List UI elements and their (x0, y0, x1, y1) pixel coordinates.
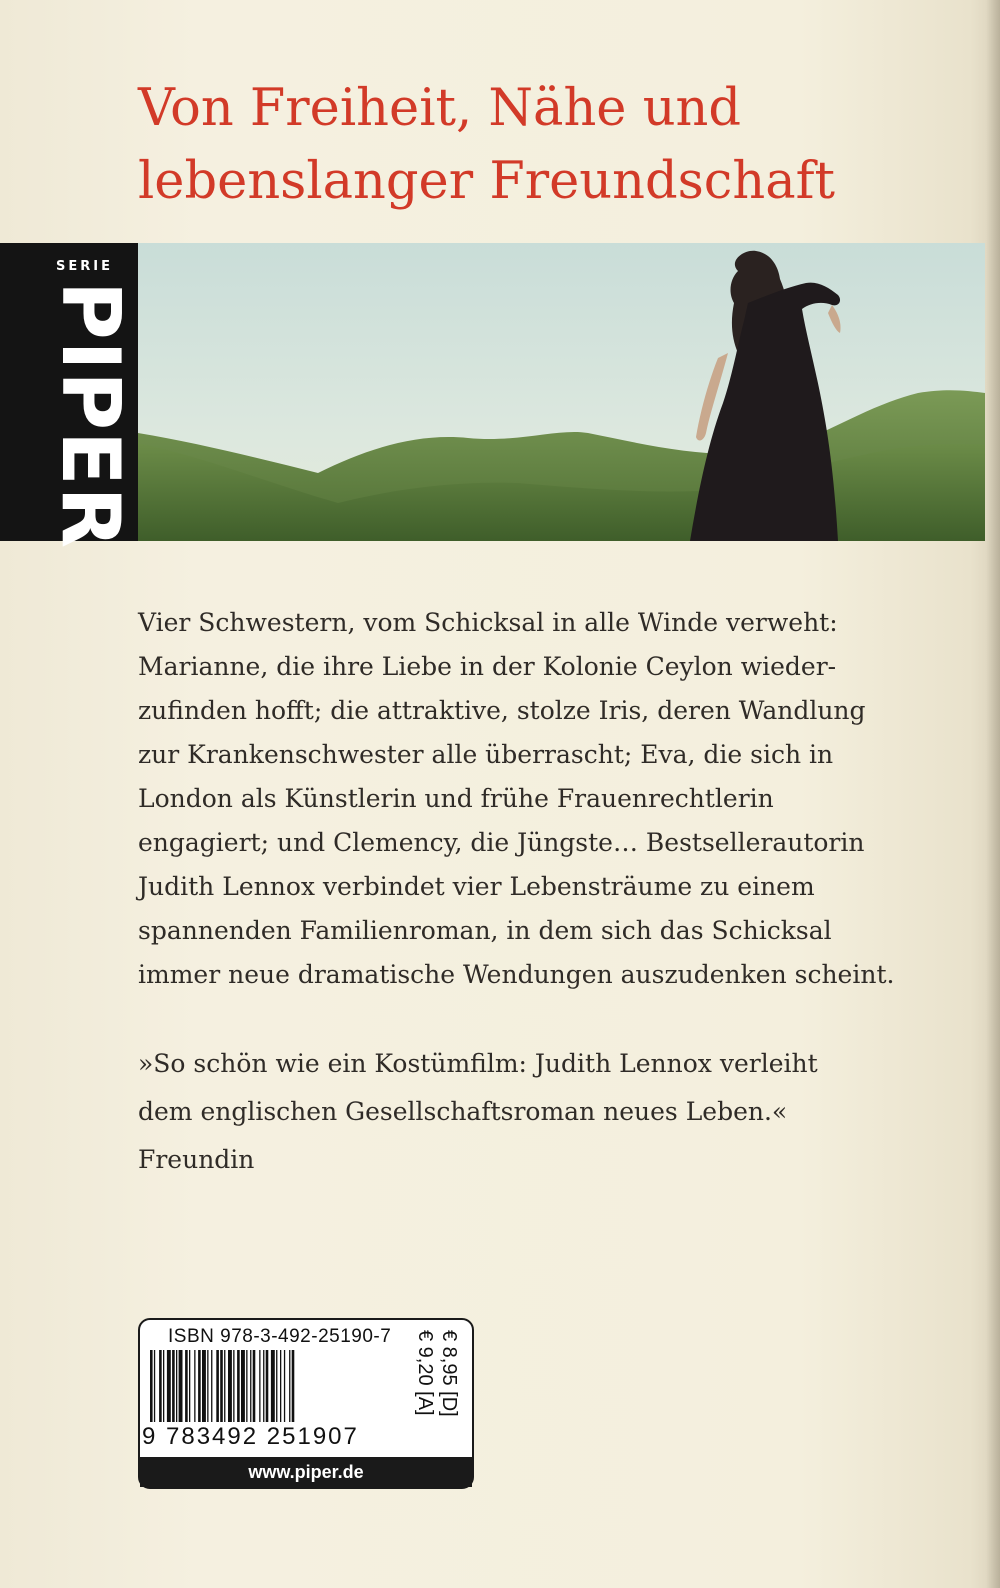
quote-source: Freundin (138, 1145, 255, 1174)
piper-logo (44, 281, 137, 550)
barcode-bar (253, 1350, 256, 1422)
barcode-bar (202, 1350, 206, 1422)
barcode-bar (185, 1350, 188, 1422)
headline (138, 72, 938, 218)
barcode-bar (266, 1350, 269, 1422)
barcode-bar (292, 1350, 295, 1422)
piper-logo-text: PIPER (44, 281, 137, 550)
barcode-bar (211, 1350, 212, 1422)
barcode-bar (241, 1350, 245, 1422)
barcode-bar (228, 1350, 232, 1422)
barcode-bar (216, 1350, 219, 1422)
headline-line-1: Von Freiheit, Nähe und (138, 79, 742, 138)
barcode-bar (276, 1350, 277, 1422)
barcode-bar (220, 1350, 223, 1422)
barcode-bar (263, 1350, 264, 1422)
barcode-bar (233, 1350, 234, 1422)
blurb-line: immer neue dramatische Wendungen auszudenken scheint. (138, 960, 895, 989)
barcode-bar (280, 1350, 281, 1422)
price-germany: € 8,95 [D] (438, 1330, 460, 1417)
barcode-bar (224, 1350, 225, 1422)
isbn-label: ISBN 978-3-492-25190-7 (168, 1326, 392, 1347)
photo-band (0, 243, 985, 550)
quote-line-1: »So schön wie ein Kostümfilm: Judith Lennox verleiht (138, 1049, 818, 1078)
barcode-digits: 9 783492 251907 (142, 1423, 359, 1450)
blurb-line: Marianne, die ihre Liebe in der Kolonie Ceylon wieder- (138, 652, 837, 681)
barcode-bar (207, 1350, 208, 1422)
publisher-url: www.piper.de (140, 1457, 472, 1487)
spine-shadow (986, 0, 1000, 1588)
barcode-bar (150, 1350, 153, 1422)
blurb-line: spannenden Familienroman, in dem sich das Schicksal (138, 916, 832, 945)
blurb-line: zur Krankenschwester alle überrascht; Eva, die sich in (138, 740, 834, 769)
blurb-line: Vier Schwestern, vom Schicksal in alle Winde verweht: (138, 608, 838, 637)
headline-line-2: lebenslanger Freundschaft (138, 152, 835, 211)
series-bar (0, 243, 138, 550)
price-block (408, 1330, 468, 1458)
landscape-illustration (138, 243, 985, 541)
blurb-line: zufinden hofft; die attraktive, stolze Iris, deren Wandlung (138, 696, 866, 725)
barcode-bar (172, 1350, 175, 1422)
barcode-bar (176, 1350, 177, 1422)
barcode-bar (189, 1350, 190, 1422)
barcode-bar (259, 1350, 260, 1422)
barcode-bar (271, 1350, 275, 1422)
barcode-bars (150, 1350, 400, 1430)
blurb-text (138, 601, 908, 997)
blurb-line: London als Künstlerin und frühe Frauenrechtlerin (138, 784, 774, 813)
blurb-line: Judith Lennox verbindet vier Lebensträume zu einem (138, 872, 815, 901)
barcode-bar (179, 1350, 183, 1422)
barcode-bar (159, 1350, 162, 1422)
barcode-bar (194, 1350, 195, 1422)
barcode-bar (289, 1350, 290, 1422)
barcode-bar (154, 1350, 155, 1422)
barcode-bar (198, 1350, 201, 1422)
blurb-line: engagiert; und Clemency, die Jüngste… Bestsellerautorin (138, 828, 865, 857)
barcode-bar (250, 1350, 251, 1422)
review-quote (138, 1040, 908, 1184)
barcode-bar (237, 1350, 240, 1422)
barcode-box (138, 1318, 474, 1489)
price-austria: € 9,20 [A] (414, 1330, 436, 1416)
barcode-bar (246, 1350, 247, 1422)
quote-line-2: dem englischen Gesellschaftsroman neues Leben.« (138, 1097, 788, 1126)
serie-label: SERIE (56, 259, 113, 274)
barcode-bar (167, 1350, 171, 1422)
barcode-bar (163, 1350, 164, 1422)
cover-photo (138, 243, 985, 541)
barcode-bar (284, 1350, 285, 1422)
